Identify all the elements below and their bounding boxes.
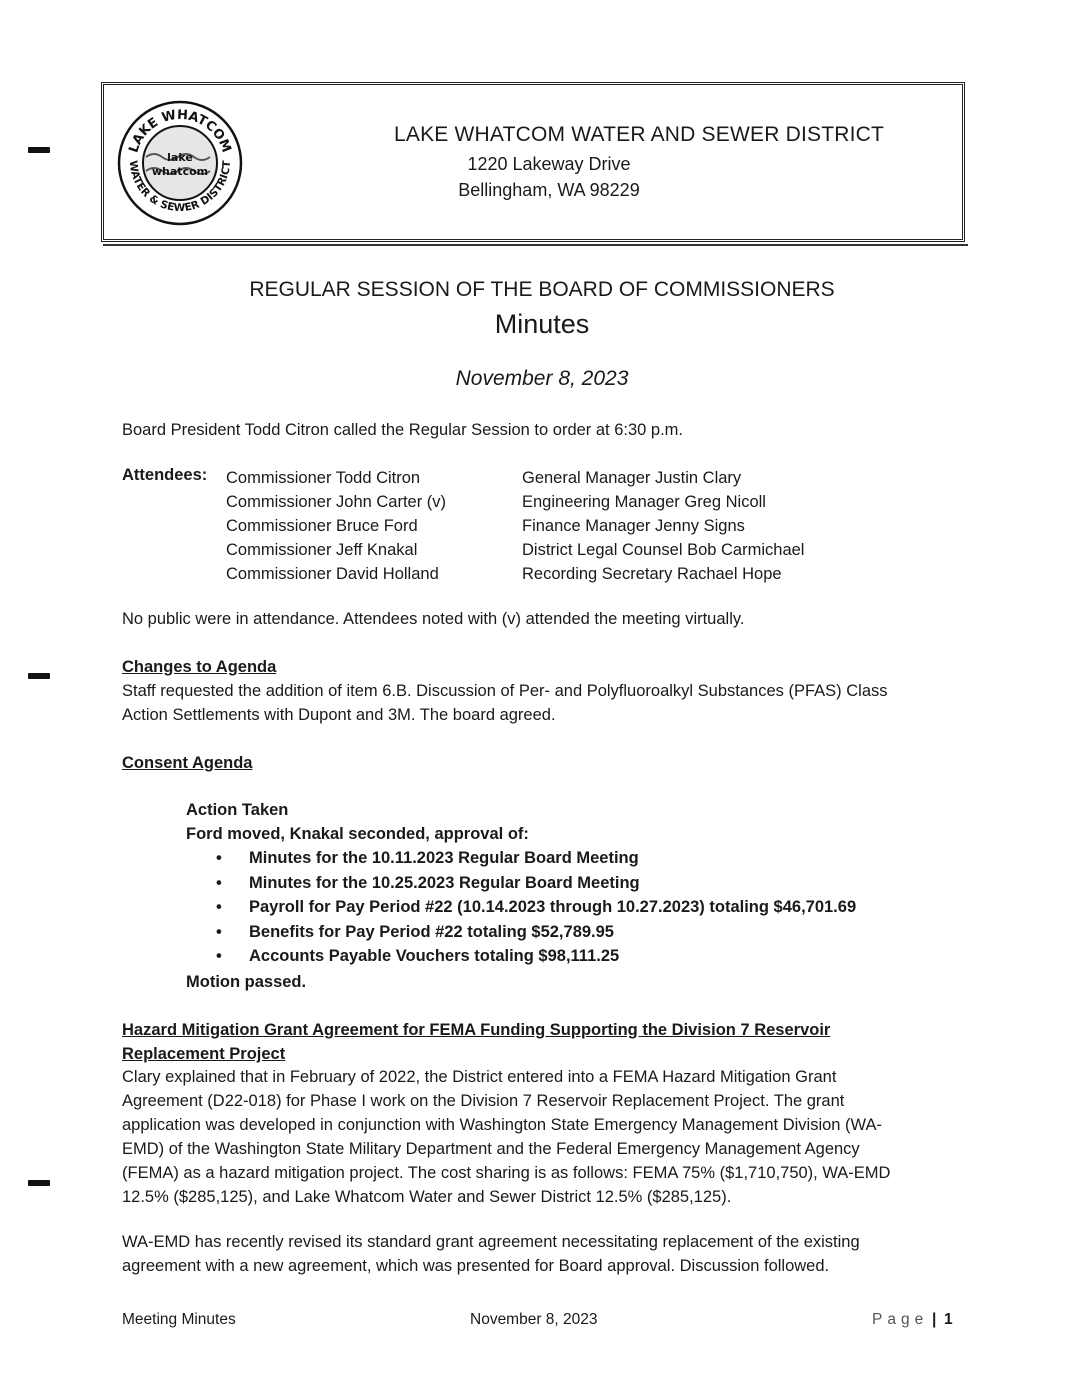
address-line-2: Bellingham, WA 98229 xyxy=(458,180,640,200)
paragraph-line: EMD) of the Washington State Military Department and the Federal Emergency Management Agency xyxy=(122,1140,860,1158)
hazard-mitigation-heading: Hazard Mitigation Grant Agreement for FEMA Funding Supporting the Division 7 Reservoir xyxy=(122,1021,831,1039)
scan-mark xyxy=(28,147,50,153)
paragraph-line: 12.5% ($285,125), and Lake Whatcom Water and Sewer District 12.5% ($285,125). xyxy=(122,1188,732,1206)
attendee: Engineering Manager Greg Nicoll xyxy=(522,493,766,511)
list-item: • Payroll for Pay Period #22 (10.14.2023 through 10.27.2023) totaling $46,701.69 xyxy=(216,895,856,920)
document-title: Minutes xyxy=(494,309,590,339)
footer-page-number: 1 xyxy=(944,1311,953,1328)
seal-top-text: LAKE WHATCOM xyxy=(126,107,234,155)
footer-document-name: Meeting Minutes xyxy=(122,1311,236,1328)
changes-to-agenda-heading: Changes to Agenda xyxy=(122,658,277,676)
attendee: Commissioner David Holland xyxy=(226,565,439,583)
motion-text: Ford moved, Knakal seconded, approval of: xyxy=(186,825,529,843)
meeting-date: November 8, 2023 xyxy=(455,367,629,390)
consent-agenda-heading: Consent Agenda xyxy=(122,754,253,772)
paragraph-line: WA-EMD has recently revised its standard grant agreement necessitating replacement of the existing xyxy=(122,1233,860,1251)
attendee: General Manager Justin Clary xyxy=(522,469,742,487)
organization-name: LAKE WHATCOM WATER AND SEWER DISTRICT xyxy=(394,123,885,146)
scan-mark xyxy=(28,1180,50,1186)
seal-center-text-1: lake xyxy=(167,151,193,164)
consent-items-list xyxy=(216,846,856,969)
paragraph-line: application was developed in conjunction with Washington State Emergency Management Division (WA- xyxy=(122,1116,882,1134)
action-taken-label: Action Taken xyxy=(186,801,289,819)
list-item: • Accounts Payable Vouchers totaling $98,111.25 xyxy=(216,944,856,969)
address-line-1: 1220 Lakeway Drive xyxy=(467,154,631,174)
commissioners-list xyxy=(226,466,446,586)
list-item: • Benefits for Pay Period #22 totaling $52,789.95 xyxy=(216,920,856,945)
staff-list xyxy=(522,466,804,586)
attendee: District Legal Counsel Bob Carmichael xyxy=(522,541,805,559)
paragraph-line: Agreement (D22-018) for Phase I work on the Division 7 Reservoir Replacement Project. The grant xyxy=(122,1092,845,1110)
footer-page-separator: | xyxy=(932,1311,937,1328)
organization-address xyxy=(394,151,704,203)
hazard-mitigation-heading: Replacement Project xyxy=(122,1045,286,1063)
attendance-note: No public were in attendance. Attendees noted with (v) attended the meeting virtually. xyxy=(122,610,745,628)
list-item: • Minutes for the 10.11.2023 Regular Board Meeting xyxy=(216,846,856,871)
changes-to-agenda-line: Staff requested the addition of item 6.B. Discussion of Per- and Polyfluoroalkyl Substances (PFAS) Class xyxy=(122,682,888,700)
list-item: • Minutes for the 10.25.2023 Regular Board Meeting xyxy=(216,871,856,896)
attendee: Commissioner Todd Citron xyxy=(226,469,421,487)
motion-result: Motion passed. xyxy=(186,973,307,991)
attendee: Finance Manager Jenny Signs xyxy=(522,517,745,535)
paragraph-line: (FEMA) as a hazard mitigation project. The cost sharing is as follows: FEMA 75% ($1,710,750), WA-EMD xyxy=(122,1164,891,1182)
attendees-label: Attendees: xyxy=(122,466,208,484)
district-seal-logo xyxy=(116,99,244,227)
changes-to-agenda-line: Action Settlements with Dupont and 3M. The board agreed. xyxy=(122,706,556,724)
seal-bottom-text: WATER & SEWER DISTRICT xyxy=(126,159,234,215)
attendee: Recording Secretary Rachael Hope xyxy=(522,565,782,583)
call-to-order: Board President Todd Citron called the Regular Session to order at 6:30 p.m. xyxy=(122,421,684,439)
seal-center-text-2: whatcom xyxy=(151,165,209,178)
footer-page-label: Page xyxy=(872,1311,929,1328)
attendee: Commissioner Bruce Ford xyxy=(226,517,418,535)
paragraph-line: agreement with a new agreement, which was presented for Board approval. Discussion followed. xyxy=(122,1257,830,1275)
attendee: Commissioner Jeff Knakal xyxy=(226,541,418,559)
footer-date: November 8, 2023 xyxy=(470,1311,598,1328)
letterhead-box xyxy=(101,82,965,242)
scan-mark xyxy=(28,673,50,679)
session-title: REGULAR SESSION OF THE BOARD OF COMMISSIONERS xyxy=(249,278,835,301)
attendee: Commissioner John Carter (v) xyxy=(226,493,447,511)
paragraph-line: Clary explained that in February of 2022, the District entered into a FEMA Hazard Mitigation Grant xyxy=(122,1068,837,1086)
